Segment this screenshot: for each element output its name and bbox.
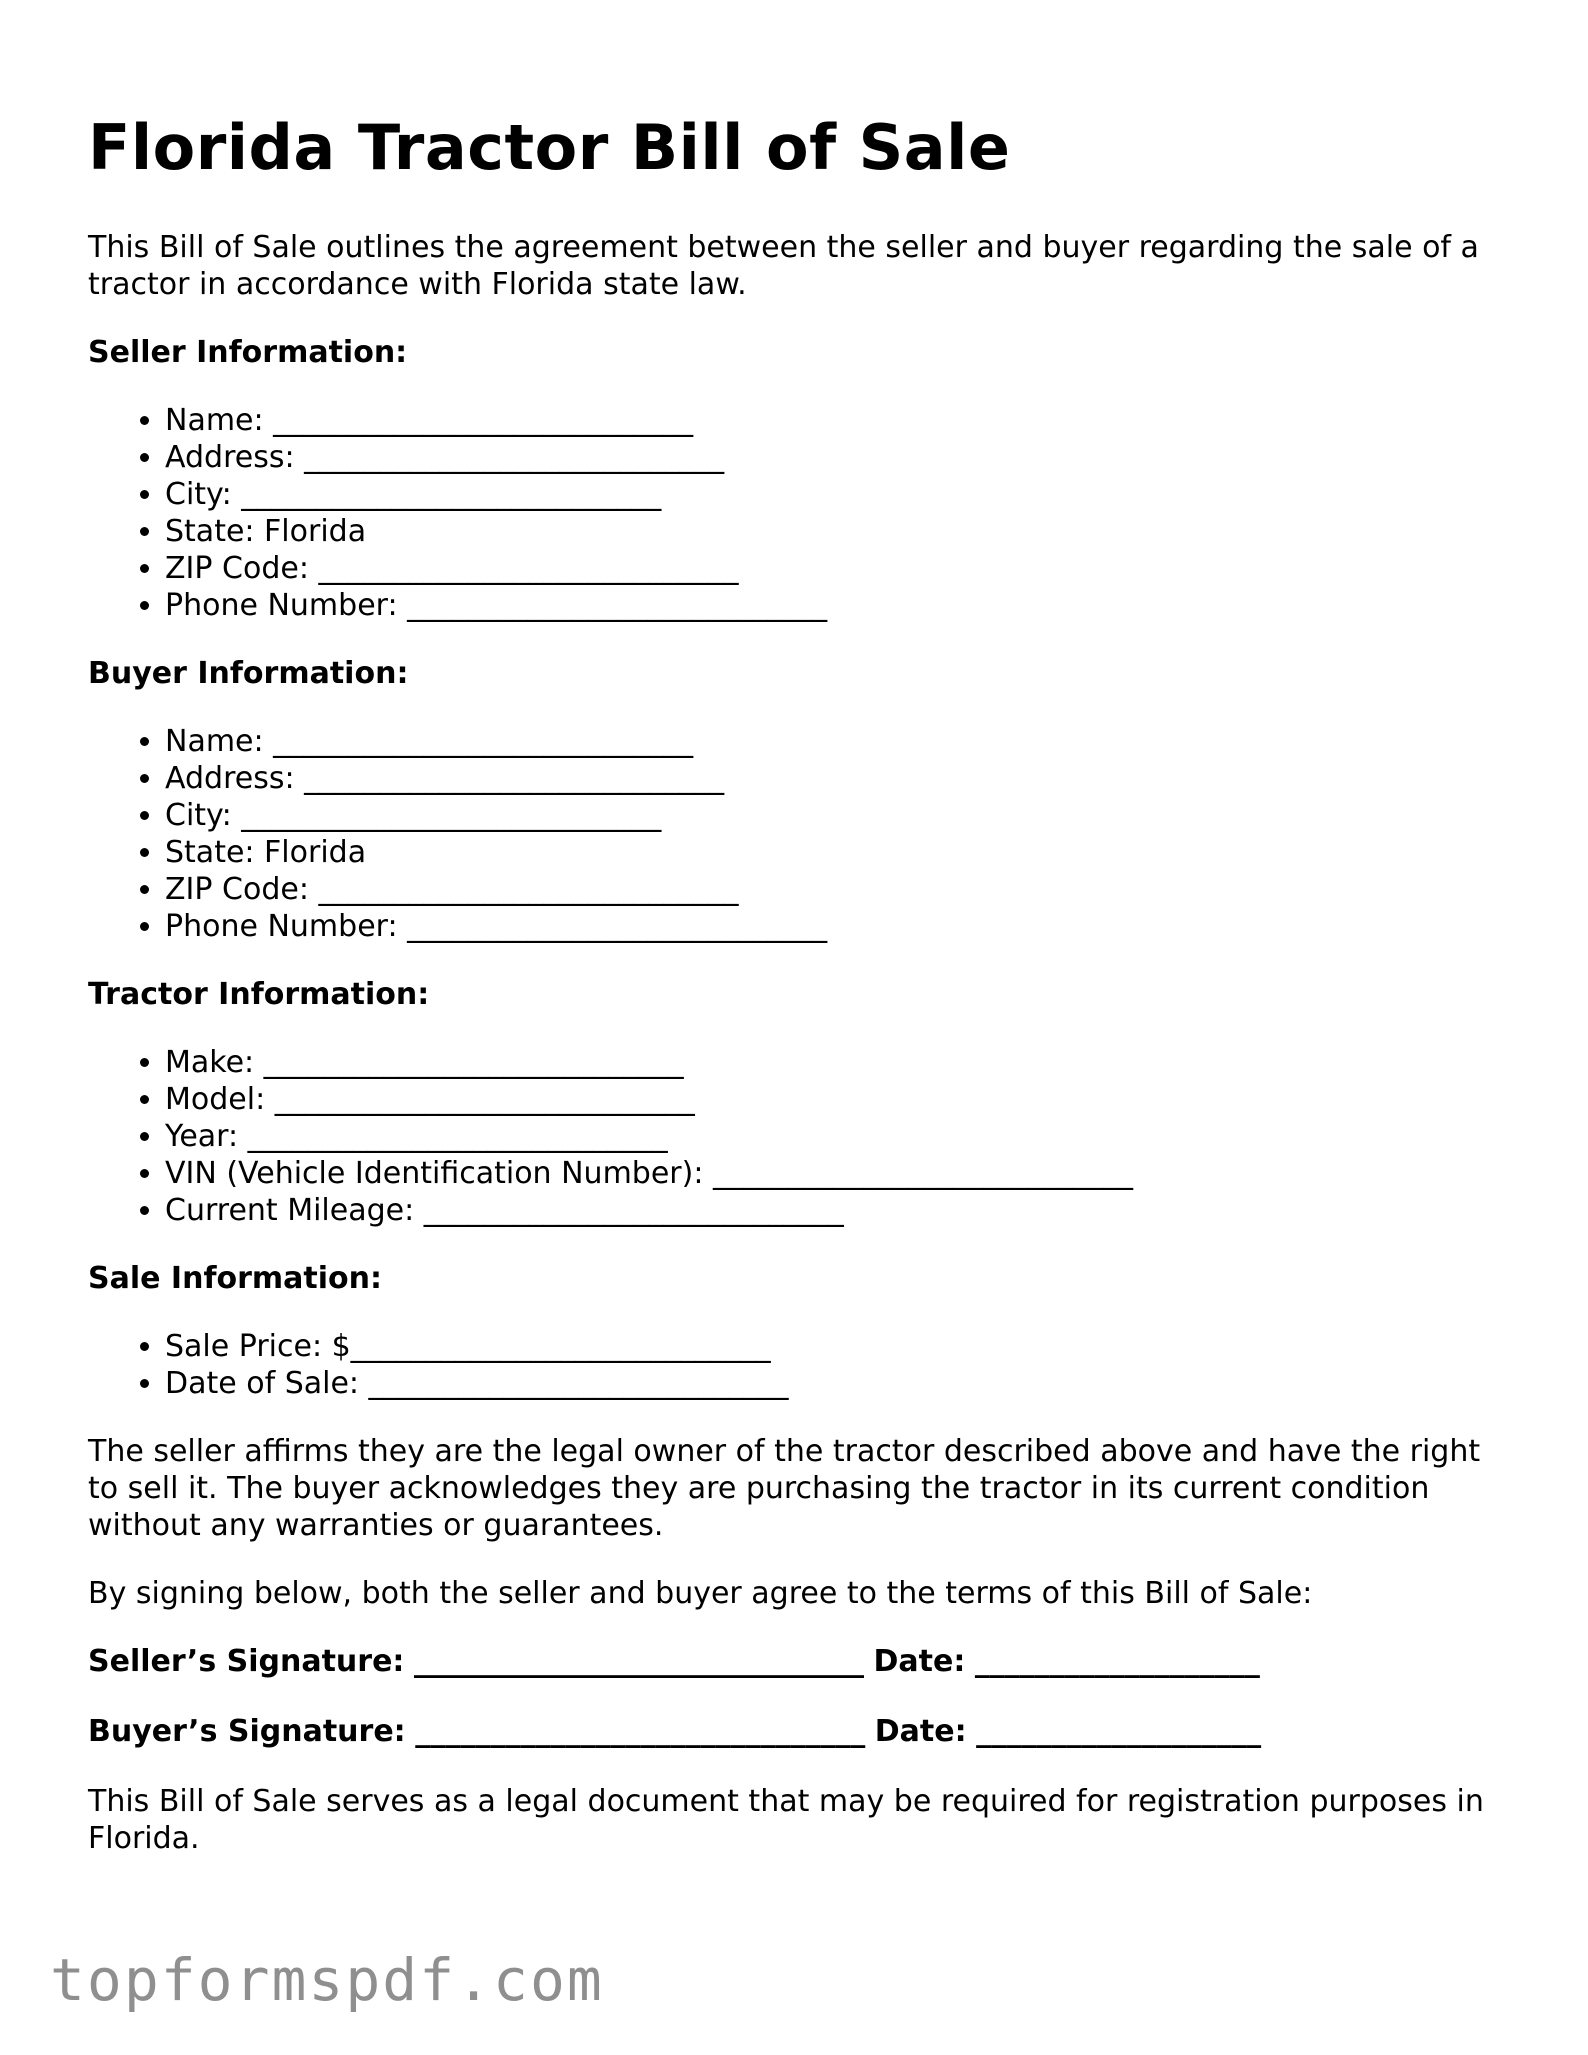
tractor-make-field[interactable]: • Make: ____________________________ — [165, 1044, 1518, 1081]
buyer-state-field: • State: Florida — [165, 834, 1518, 871]
buyer-signature-blank[interactable]: ______________________________ — [415, 1714, 866, 1749]
buyer-zip-field[interactable]: • ZIP Code: ____________________________ — [165, 871, 1518, 908]
seller-heading: Seller Information: — [88, 335, 408, 370]
buyer-city-field[interactable]: • City: ____________________________ — [165, 797, 1518, 834]
seller-phone-field[interactable]: • Phone Number: ____________________________ — [165, 587, 1518, 624]
seller-name-field[interactable]: • Name: ____________________________ — [165, 402, 1518, 439]
sale-heading: Sale Information: — [88, 1261, 382, 1296]
seller-signature-blank[interactable]: ______________________________ — [413, 1644, 864, 1679]
seller-signature-label: Seller’s Signature: — [88, 1644, 405, 1679]
buyer-heading: Buyer Information: — [88, 656, 409, 691]
document-title: Florida Tractor Bill of Sale — [88, 111, 1011, 184]
seller-address-field[interactable]: • Address: ____________________________ — [165, 439, 1518, 476]
seller-field-list — [88, 402, 1518, 624]
tractor-vin-field[interactable]: • VIN (Vehicle Identification Number): ____________________________ — [165, 1155, 1518, 1192]
tractor-heading: Tractor Information: — [88, 977, 430, 1012]
closing-paragraph: This Bill of Sale serves as a legal document that may be required for registration purposes in Florida. — [88, 1784, 1484, 1856]
sale-date-field[interactable]: • Date of Sale: ____________________________ — [165, 1365, 1518, 1402]
buyer-date-label: Date: — [874, 1714, 967, 1749]
buyer-date-blank[interactable]: ___________________ — [976, 1714, 1262, 1749]
sale-price-field[interactable]: • Sale Price: $____________________________ — [165, 1328, 1518, 1365]
tractor-field-list — [88, 1044, 1518, 1229]
watermark: topformspdf.com — [50, 1946, 604, 2014]
intro-paragraph: This Bill of Sale outlines the agreement between the seller and buyer regarding the sale of a tractor in accordance with Florida state law. — [88, 230, 1479, 302]
seller-date-label: Date: — [873, 1644, 966, 1679]
tractor-year-field[interactable]: • Year: ____________________________ — [165, 1118, 1518, 1155]
seller-signature-row — [88, 1643, 1518, 1680]
buyer-phone-field[interactable]: • Phone Number: ____________________________ — [165, 908, 1518, 945]
tractor-mileage-field[interactable]: • Current Mileage: ____________________________ — [165, 1192, 1518, 1229]
buyer-signature-label: Buyer’s Signature: — [88, 1714, 406, 1749]
buyer-name-field[interactable]: • Name: ____________________________ — [165, 723, 1518, 760]
seller-state-field: • State: Florida — [165, 513, 1518, 550]
document-page — [88, 110, 1518, 1888]
tractor-model-field[interactable]: • Model: ____________________________ — [165, 1081, 1518, 1118]
seller-zip-field[interactable]: • ZIP Code: ____________________________ — [165, 550, 1518, 587]
buyer-signature-row — [88, 1713, 1518, 1750]
seller-city-field[interactable]: • City: ____________________________ — [165, 476, 1518, 513]
sale-field-list — [88, 1328, 1518, 1402]
affirmation-paragraph: The seller affirms they are the legal owner of the tractor described above and have the right to sell it. The buyer acknowledges they are purchasing the tractor in its current condition without any warranties or guarantees. — [88, 1434, 1481, 1543]
buyer-field-list — [88, 723, 1518, 945]
seller-date-blank[interactable]: ___________________ — [974, 1644, 1260, 1679]
agreement-paragraph: By signing below, both the seller and buyer agree to the terms of this Bill of Sale: — [88, 1576, 1313, 1611]
buyer-address-field[interactable]: • Address: ____________________________ — [165, 760, 1518, 797]
